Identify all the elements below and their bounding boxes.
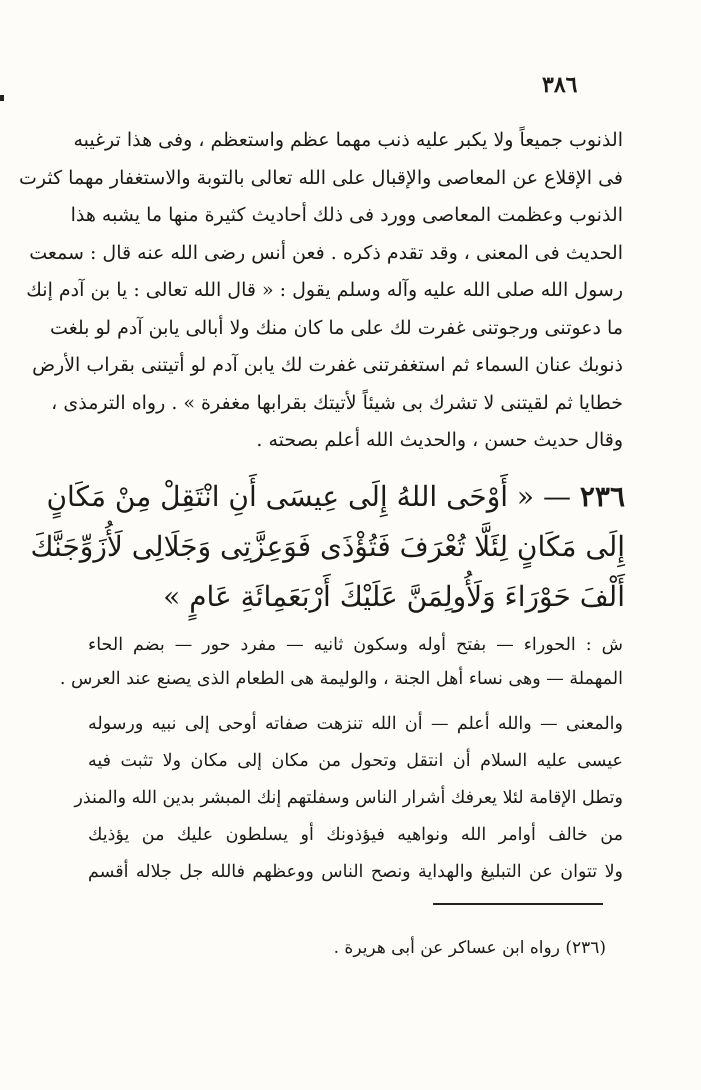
footnote: (٢٣٦) رواه ابن عساكر عن أبى هريرة . xyxy=(333,938,606,958)
text-line: الذنوب وعظمت المعاصى وورد فى ذلك أحاديث كثيرة منها ما يشبه هذا xyxy=(70,204,623,226)
paragraph-meaning xyxy=(74,706,623,891)
hadith-number: ٢٣٦ xyxy=(579,480,625,513)
text-line: وقال حديث حسن ، والحديث الله أعلم بصحته . xyxy=(256,429,623,451)
text-line: الذنوب جميعاً ولا يكبر عليه ذنب مهما عظم واستعظم ، وفى هذا ترغيبه xyxy=(73,129,623,151)
hadith-text xyxy=(30,472,625,622)
paragraph-commentary xyxy=(18,122,623,460)
text-line: ش : الحوراء — بفتح أوله وسكون ثانيه — مفرد حور — بضم الحاء xyxy=(88,635,623,655)
text-line: خطايا ثم لقيتنى لا تشرك بى شيئاً لأتيتك بقرابها مغفرة » . رواه الترمذى ، xyxy=(51,391,623,414)
hadith-dash: — xyxy=(542,480,571,513)
text-line: من خالف أوامر الله ونواهيه فيؤذونك أو يسلطون عليك من يؤذيك xyxy=(88,825,623,845)
text-line: وتطل الإقامة لئلا يعرفك أشرار الناس وسفلتهم إنك المبشر بدين الله والمنذر xyxy=(74,788,623,808)
text-line: المهملة — وهى نساء أهل الجنة ، والوليمة هى الطعام الذى يصنع عند العرس . xyxy=(59,669,623,689)
page-number: ٣٨٦ xyxy=(542,72,578,98)
text-line: عيسى عليه السلام أن انتقل وتحول من مكان إلى مكان ولا تثبت فيه xyxy=(88,751,623,771)
text-line: ذنوبك عنان السماء ثم استغفرتنى غفرت لك يابن آدم لو أتيتنى بقراب الأرض xyxy=(32,354,623,376)
hadith-line-2: إِلَى مَكَانٍ لِئَلَّا تُعْرَفَ فَتُؤْذَى فَوَعِزَّتِى وَجَلَالِى لَأُزَوِّجَنَّكَ xyxy=(30,530,625,563)
text-line: الحديث فى المعنى ، وقد تقدم ذكره . فعن أنس رضى الله عنه قال : سمعت xyxy=(29,241,623,264)
paragraph-definitions xyxy=(59,628,623,696)
text-line: والمعنى — والله أعلم — أن الله تنزهت صفاته أوحى إلى نبيه ورسوله xyxy=(88,714,623,734)
footnote-divider xyxy=(433,903,603,905)
text-line: ولا تتوان عن التبليغ والهداية ونصح الناس ووعظهم فالله جل جلاله أقسم xyxy=(88,862,623,882)
page-edge-mark xyxy=(0,95,4,101)
hadith-line-1-text: « أَوْحَى اللهُ إِلَى عِيسَى أَنِ انْتَقِلْ مِنْ مَكَانٍ xyxy=(46,480,535,513)
text-line: رسول الله صلى الله عليه وآله وسلم يقول : « قال الله تعالى : يا بن آدم إنك xyxy=(26,279,623,301)
hadith-line-1 xyxy=(46,472,625,522)
text-line: فى الإقلاع عن المعاصى والإقبال على الله تعالى بالتوبة والاستغفار مهما كثرت xyxy=(18,166,623,189)
text-line: ما دعوتنى ورجوتنى غفرت لك على ما كان منك ولا أبالى يابن آدم لو بلغت xyxy=(50,316,623,339)
hadith-line-3: أَلْفَ حَوْرَاءَ وَلَأُولِمَنَّ عَلَيْكَ أَرْبَعَمِائَةِ عَامٍ » xyxy=(163,580,625,613)
